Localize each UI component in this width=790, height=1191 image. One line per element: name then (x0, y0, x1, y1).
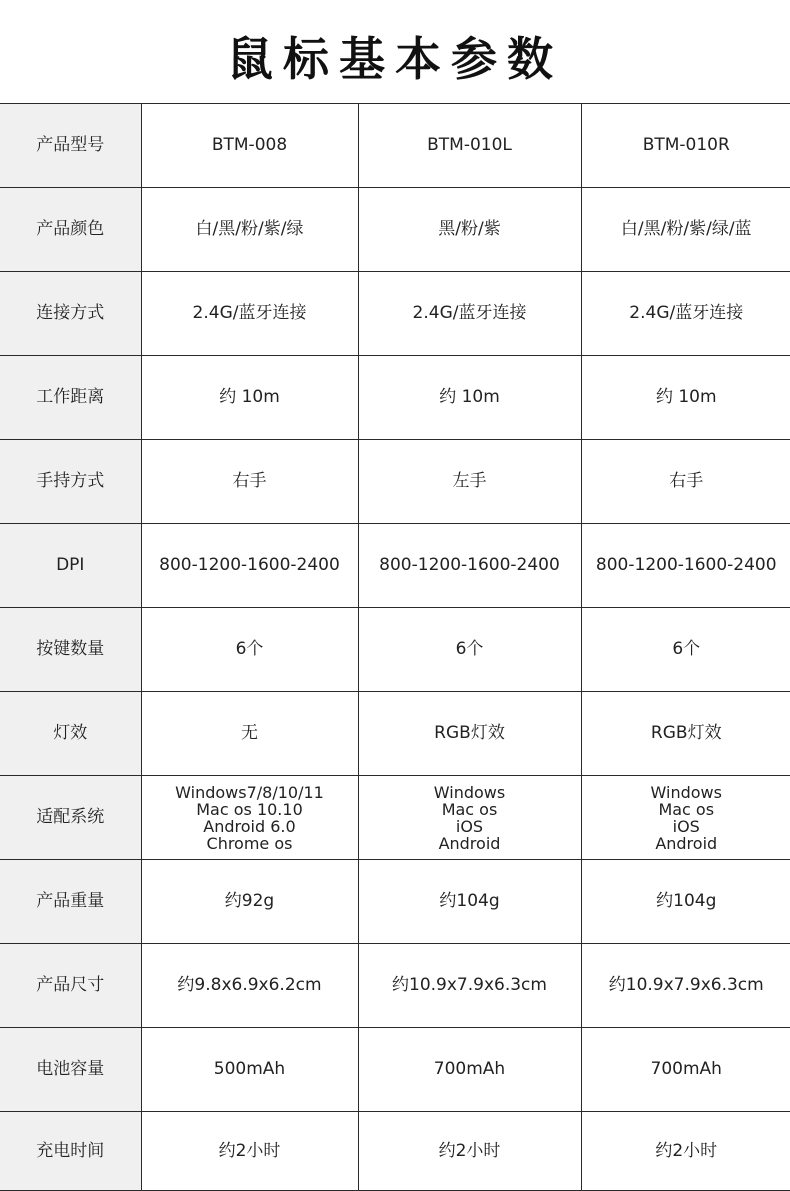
table-row-connection (0, 272, 790, 356)
table-cell: 6个 (581, 608, 790, 692)
table-cell: 约10.9x7.9x6.3cm (358, 944, 581, 1028)
table-row-model (0, 104, 790, 188)
table-cell: 约104g (358, 860, 581, 944)
table-cell (141, 776, 358, 860)
table-cell: 约104g (581, 860, 790, 944)
table-row-battery (0, 1028, 790, 1112)
table-cell: 白/黑/粉/紫/绿/蓝 (581, 188, 790, 272)
os-line: Mac os 10.10 (196, 799, 303, 819)
table-row-charging (0, 1112, 790, 1191)
table-cell: BTM-008 (141, 104, 358, 188)
row-label: 产品尺寸 (0, 944, 141, 1028)
table-cell: 700mAh (581, 1028, 790, 1112)
table-row-os (0, 776, 790, 860)
table-row-color (0, 188, 790, 272)
table-cell (358, 776, 581, 860)
row-label: DPI (0, 524, 141, 608)
table-cell: 约2小时 (141, 1112, 358, 1191)
table-cell: 700mAh (358, 1028, 581, 1112)
table-cell: 800-1200-1600-2400 (358, 524, 581, 608)
row-label: 工作距离 (0, 356, 141, 440)
table-cell: 约92g (141, 860, 358, 944)
table-cell: 500mAh (141, 1028, 358, 1112)
os-line: Chrome os (206, 833, 293, 853)
os-line: Mac os (441, 799, 498, 819)
table-cell: BTM-010L (358, 104, 581, 188)
table-cell: 右手 (581, 440, 790, 524)
os-line: Android 6.0 (203, 816, 296, 836)
table-cell: 2.4G/蓝牙连接 (581, 272, 790, 356)
table-cell: 无 (141, 692, 358, 776)
os-line: Windows (433, 782, 506, 802)
table-row-weight (0, 860, 790, 944)
row-label: 手持方式 (0, 440, 141, 524)
table-cell: 约9.8x6.9x6.2cm (141, 944, 358, 1028)
table-cell: RGB灯效 (358, 692, 581, 776)
spec-table (0, 103, 790, 1191)
table-cell (581, 776, 790, 860)
table-cell: 白/黑/粉/紫/绿 (141, 188, 358, 272)
table-cell: 黑/粉/紫 (358, 188, 581, 272)
table-row-buttons (0, 608, 790, 692)
row-label: 灯效 (0, 692, 141, 776)
table-cell: 6个 (141, 608, 358, 692)
table-cell: 约 10m (141, 356, 358, 440)
row-label: 按键数量 (0, 608, 141, 692)
table-row-lighting (0, 692, 790, 776)
table-cell: 6个 (358, 608, 581, 692)
table-cell: 约2小时 (358, 1112, 581, 1191)
table-cell: 800-1200-1600-2400 (141, 524, 358, 608)
os-line: Android (655, 833, 718, 853)
table-cell: 左手 (358, 440, 581, 524)
table-row-distance (0, 356, 790, 440)
table-row-size (0, 944, 790, 1028)
row-label: 产品颜色 (0, 188, 141, 272)
table-cell: 约 10m (358, 356, 581, 440)
os-line: Android (438, 833, 501, 853)
row-label: 连接方式 (0, 272, 141, 356)
table-cell: 约 10m (581, 356, 790, 440)
table-cell: RGB灯效 (581, 692, 790, 776)
os-line: iOS (672, 816, 700, 836)
os-line: iOS (455, 816, 484, 836)
table-cell: 2.4G/蓝牙连接 (141, 272, 358, 356)
row-label: 电池容量 (0, 1028, 141, 1112)
table-cell: 右手 (141, 440, 358, 524)
row-label: 充电时间 (0, 1112, 141, 1191)
table-cell: 2.4G/蓝牙连接 (358, 272, 581, 356)
os-line: Mac os (658, 799, 715, 819)
page-title: 鼠标基本参数 (227, 31, 563, 86)
row-label: 产品重量 (0, 860, 141, 944)
table-row-dpi (0, 524, 790, 608)
os-line: Windows (650, 782, 722, 802)
table-cell: BTM-010R (581, 104, 790, 188)
table-cell: 约2小时 (581, 1112, 790, 1191)
row-label: 产品型号 (0, 104, 141, 188)
table-row-handedness (0, 440, 790, 524)
row-label: 适配系统 (0, 776, 141, 860)
table-cell: 800-1200-1600-2400 (581, 524, 790, 608)
os-line: Windows7/8/10/11 (175, 782, 324, 802)
table-cell: 约10.9x7.9x6.3cm (581, 944, 790, 1028)
